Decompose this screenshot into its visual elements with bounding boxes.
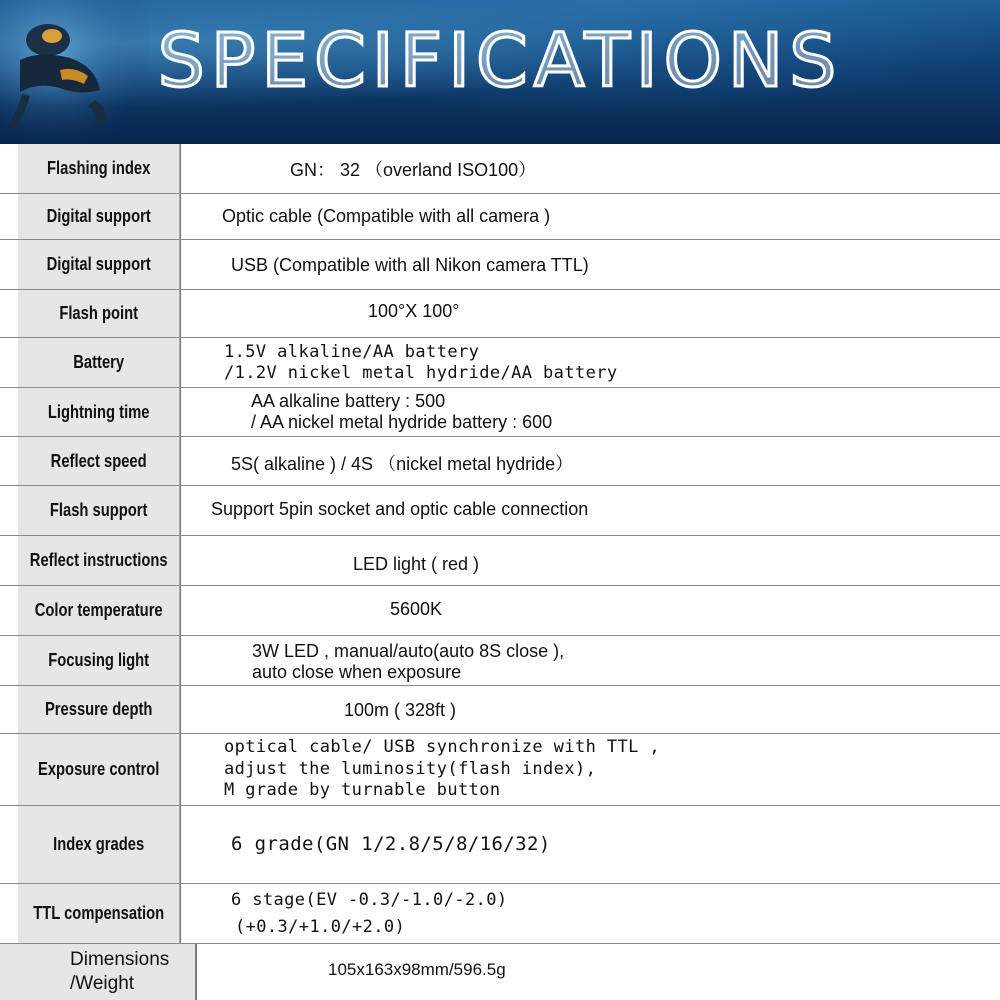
spec-value-line: adjust the luminosity(flash index), bbox=[224, 759, 597, 779]
spec-value-line: 5S( alkaline ) / 4S （nickel metal hydride） bbox=[231, 454, 574, 474]
spec-value-line: 105x163x98mm/596.5g bbox=[328, 960, 506, 979]
spec-row bbox=[0, 806, 1000, 884]
spec-value bbox=[199, 240, 1000, 289]
spec-row bbox=[0, 536, 1000, 586]
spec-value bbox=[199, 194, 1000, 239]
spec-value-line: 5600K bbox=[390, 599, 443, 619]
spec-value-line: GN： 32 （overland ISO100） bbox=[290, 160, 537, 180]
spec-label-line: Dimensions bbox=[70, 949, 170, 970]
spec-value bbox=[199, 586, 1000, 635]
spec-value bbox=[199, 144, 1000, 193]
spec-value-line: 1.5V alkaline/AA battery bbox=[224, 342, 480, 362]
spec-row bbox=[0, 486, 1000, 536]
spec-value-line: /1.2V nickel metal hydride/AA battery bbox=[224, 363, 618, 383]
spec-label: Reflect instructions bbox=[18, 536, 181, 585]
spec-row bbox=[0, 734, 1000, 806]
spec-row bbox=[0, 290, 1000, 338]
spec-value-line: Optic cable (Compatible with all camera ) bbox=[222, 206, 551, 226]
spec-value bbox=[199, 388, 1000, 436]
spec-value bbox=[199, 734, 1000, 805]
header-banner bbox=[0, 0, 1000, 144]
spec-row bbox=[0, 240, 1000, 290]
spec-label: Pressure depth bbox=[18, 686, 181, 733]
spec-row bbox=[0, 388, 1000, 437]
spec-label: Battery bbox=[18, 338, 181, 387]
spec-label: Flashing index bbox=[18, 144, 181, 193]
spec-value-line: / AA nickel metal hydride battery : 600 bbox=[251, 412, 553, 432]
spec-label: Digital support bbox=[18, 194, 181, 239]
spec-label: Lightning time bbox=[18, 388, 181, 436]
spec-value-line: 100°X 100° bbox=[368, 301, 460, 321]
spec-row bbox=[0, 194, 1000, 240]
spec-value bbox=[199, 486, 1000, 535]
spec-value bbox=[199, 437, 1000, 485]
spec-value-line: 100m ( 328ft ) bbox=[344, 700, 457, 720]
spec-table bbox=[0, 144, 1000, 1000]
spec-label: Exposure control bbox=[18, 734, 181, 805]
spec-row bbox=[0, 686, 1000, 734]
spec-value-line: Support 5pin socket and optic cable connection bbox=[211, 499, 589, 519]
spec-row bbox=[0, 636, 1000, 686]
spec-value-line: LED light ( red ) bbox=[353, 554, 480, 574]
spec-value-line: USB (Compatible with all Nikon camera TTL) bbox=[231, 255, 589, 275]
spec-value-line: (+0.3/+1.0/+2.0) bbox=[235, 917, 406, 937]
spec-row bbox=[0, 437, 1000, 486]
spec-label: TTL compensation bbox=[18, 884, 181, 943]
spec-value-line: 6 grade(GN 1/2.8/5/8/16/32) bbox=[231, 833, 551, 855]
spec-label: Reflect speed bbox=[18, 437, 181, 485]
spec-value-line: 6 stage(EV -0.3/-1.0/-2.0) bbox=[231, 890, 508, 910]
spec-label: Digital support bbox=[18, 240, 181, 289]
spec-label: Flash point bbox=[18, 290, 181, 337]
spec-value bbox=[199, 806, 1000, 883]
spec-value bbox=[199, 944, 1000, 1000]
spec-value-line: optical cable/ USB synchronize with TTL , bbox=[224, 737, 661, 757]
spec-row bbox=[0, 144, 1000, 194]
spec-label bbox=[0, 944, 197, 1000]
spec-label: Focusing light bbox=[18, 636, 181, 685]
spec-value bbox=[199, 536, 1000, 585]
spec-value-line: 3W LED , manual/auto(auto 8S close ), bbox=[252, 641, 565, 661]
page-title: SPECIFICATIONS bbox=[157, 18, 843, 104]
spec-row bbox=[0, 338, 1000, 388]
spec-label: Flash support bbox=[18, 486, 181, 535]
spec-value bbox=[199, 686, 1000, 733]
spec-row bbox=[0, 884, 1000, 944]
spec-row bbox=[0, 944, 1000, 1000]
spec-row bbox=[0, 586, 1000, 636]
spec-label-line: /Weight bbox=[70, 973, 135, 994]
spec-label: Color temperature bbox=[18, 586, 181, 635]
spec-value-line: auto close when exposure bbox=[252, 662, 462, 682]
spec-value bbox=[199, 884, 1000, 943]
spec-value bbox=[199, 338, 1000, 387]
spec-value bbox=[199, 290, 1000, 337]
spec-value bbox=[199, 636, 1000, 685]
spec-value-line: M grade by turnable button bbox=[224, 780, 501, 800]
spec-label: Index grades bbox=[18, 806, 181, 883]
spec-value-line: AA alkaline battery : 500 bbox=[251, 391, 446, 411]
